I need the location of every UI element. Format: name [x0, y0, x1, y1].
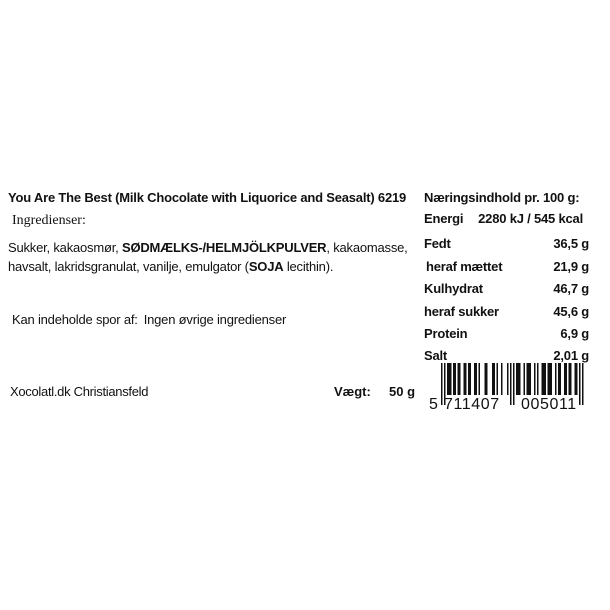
barcode-bar	[479, 363, 481, 395]
nutrition-row-energy	[424, 211, 589, 227]
barcode-bars	[431, 363, 596, 423]
nutrition-label: Energi	[424, 211, 464, 226]
barcode-bar	[566, 363, 568, 395]
barcode-bar	[518, 363, 520, 395]
barcode-bar	[450, 363, 452, 395]
barcode-bar	[492, 363, 494, 395]
barcode-bar	[527, 363, 529, 395]
ingredients-text	[8, 238, 418, 276]
barcode-bar	[486, 363, 488, 395]
barcode-bar	[501, 363, 503, 395]
barcode-bar	[497, 363, 499, 395]
nutrition-value: 46,7 g	[553, 281, 589, 296]
barcode-bar	[560, 363, 562, 395]
barcode-bar	[537, 363, 539, 395]
barcode-bar	[555, 363, 557, 395]
barcode-bar	[524, 363, 526, 395]
barcode-bar	[458, 363, 460, 395]
barcode-bar	[570, 363, 572, 395]
barcode-bar	[464, 363, 466, 395]
barcode-guard-bar	[513, 363, 515, 405]
nutrition-row-carbs	[424, 281, 589, 297]
nutrition-heading: Næringsindhold pr. 100 g:	[424, 190, 580, 205]
barcode-bar	[449, 363, 451, 395]
nutrition-row-salt	[424, 348, 589, 364]
nutrition-value: 6,9 g	[560, 326, 589, 341]
barcode-bar	[447, 363, 449, 395]
nutrition-label: Fedt	[424, 236, 451, 251]
nutrition-row-fat	[424, 236, 589, 252]
barcode-bar	[576, 363, 578, 395]
traces-value: Ingen øvrige ingredienser	[143, 312, 287, 327]
barcode	[431, 363, 596, 423]
nutrition-row-protein	[424, 326, 589, 342]
traces-label: Kan indeholde spor af:	[12, 312, 138, 327]
barcode-bar	[528, 363, 530, 395]
barcode-bar	[494, 363, 496, 395]
barcode-bar	[530, 363, 532, 395]
barcode-bar	[551, 363, 553, 395]
barcode-bar	[564, 363, 566, 395]
ingredients-heading: Ingredienser:	[12, 213, 86, 228]
weight-value: 50 g	[389, 384, 416, 399]
barcode-left-digits: 711407	[444, 396, 500, 413]
product-title: You Are The Best (Milk Chocolate with Liquorice and Seasalt) 6219	[8, 190, 407, 205]
barcode-bar	[519, 363, 521, 395]
producer: Xocolatl.dk Christiansfeld	[10, 384, 149, 399]
nutrition-value: 36,5 g	[553, 236, 589, 251]
nutrition-label: heraf sukker	[424, 304, 499, 319]
barcode-bar	[542, 363, 544, 395]
traces-line	[12, 312, 286, 327]
barcode-bar	[516, 363, 518, 395]
barcode-guard-bar	[510, 363, 512, 405]
barcode-first-digit: 5	[429, 396, 439, 413]
barcode-bar	[548, 363, 550, 395]
barcode-bar	[465, 363, 467, 395]
ingredients-part: , kakaomasse, havsalt, lakridsgranulat, vanilje, emulgator (	[8, 240, 408, 274]
ingredients-part: lecithin).	[283, 259, 334, 274]
barcode-bar	[453, 363, 455, 395]
barcode-bar	[468, 363, 470, 395]
barcode-bar	[575, 363, 577, 395]
barcode-bar	[558, 363, 560, 395]
barcode-bar	[476, 363, 478, 395]
nutrition-value: 2280 kJ / 545 kcal	[478, 211, 583, 226]
allergen-soy: SOJA	[248, 259, 284, 274]
nutrition-label: Salt	[424, 348, 448, 363]
nutrition-value: 21,9 g	[553, 259, 589, 274]
barcode-bar	[474, 363, 476, 395]
barcode-bar	[485, 363, 487, 395]
allergen-milk: SØDMÆLKS-/HELMJÖLKPULVER	[121, 240, 327, 255]
barcode-bar	[543, 363, 545, 395]
nutrition-value: 2,01 g	[553, 348, 589, 363]
barcode-bar	[470, 363, 472, 395]
barcode-guard-bar	[582, 363, 584, 405]
nutrition-value: 45,6 g	[553, 304, 589, 319]
barcode-bar	[534, 363, 536, 395]
barcode-bar	[455, 363, 457, 395]
barcode-guard-bar	[579, 363, 581, 405]
nutrition-label: heraf mættet	[426, 259, 503, 274]
nutrition-label: Kulhydrat	[424, 281, 483, 296]
barcode-bar	[507, 363, 509, 395]
barcode-right-digits: 005011	[521, 396, 577, 413]
nutrition-row-sugars	[424, 304, 589, 320]
ingredients-part: Sukker, kakaosmør,	[8, 240, 122, 255]
barcode-bar	[549, 363, 551, 395]
nutrition-label: Protein	[424, 326, 468, 341]
barcode-guard-bar	[441, 363, 443, 405]
weight-label: Vægt:	[334, 384, 371, 399]
barcode-bar	[545, 363, 547, 395]
barcode-bar	[459, 363, 461, 395]
nutrition-row-saturated	[424, 259, 589, 275]
barcode-bar	[569, 363, 571, 395]
